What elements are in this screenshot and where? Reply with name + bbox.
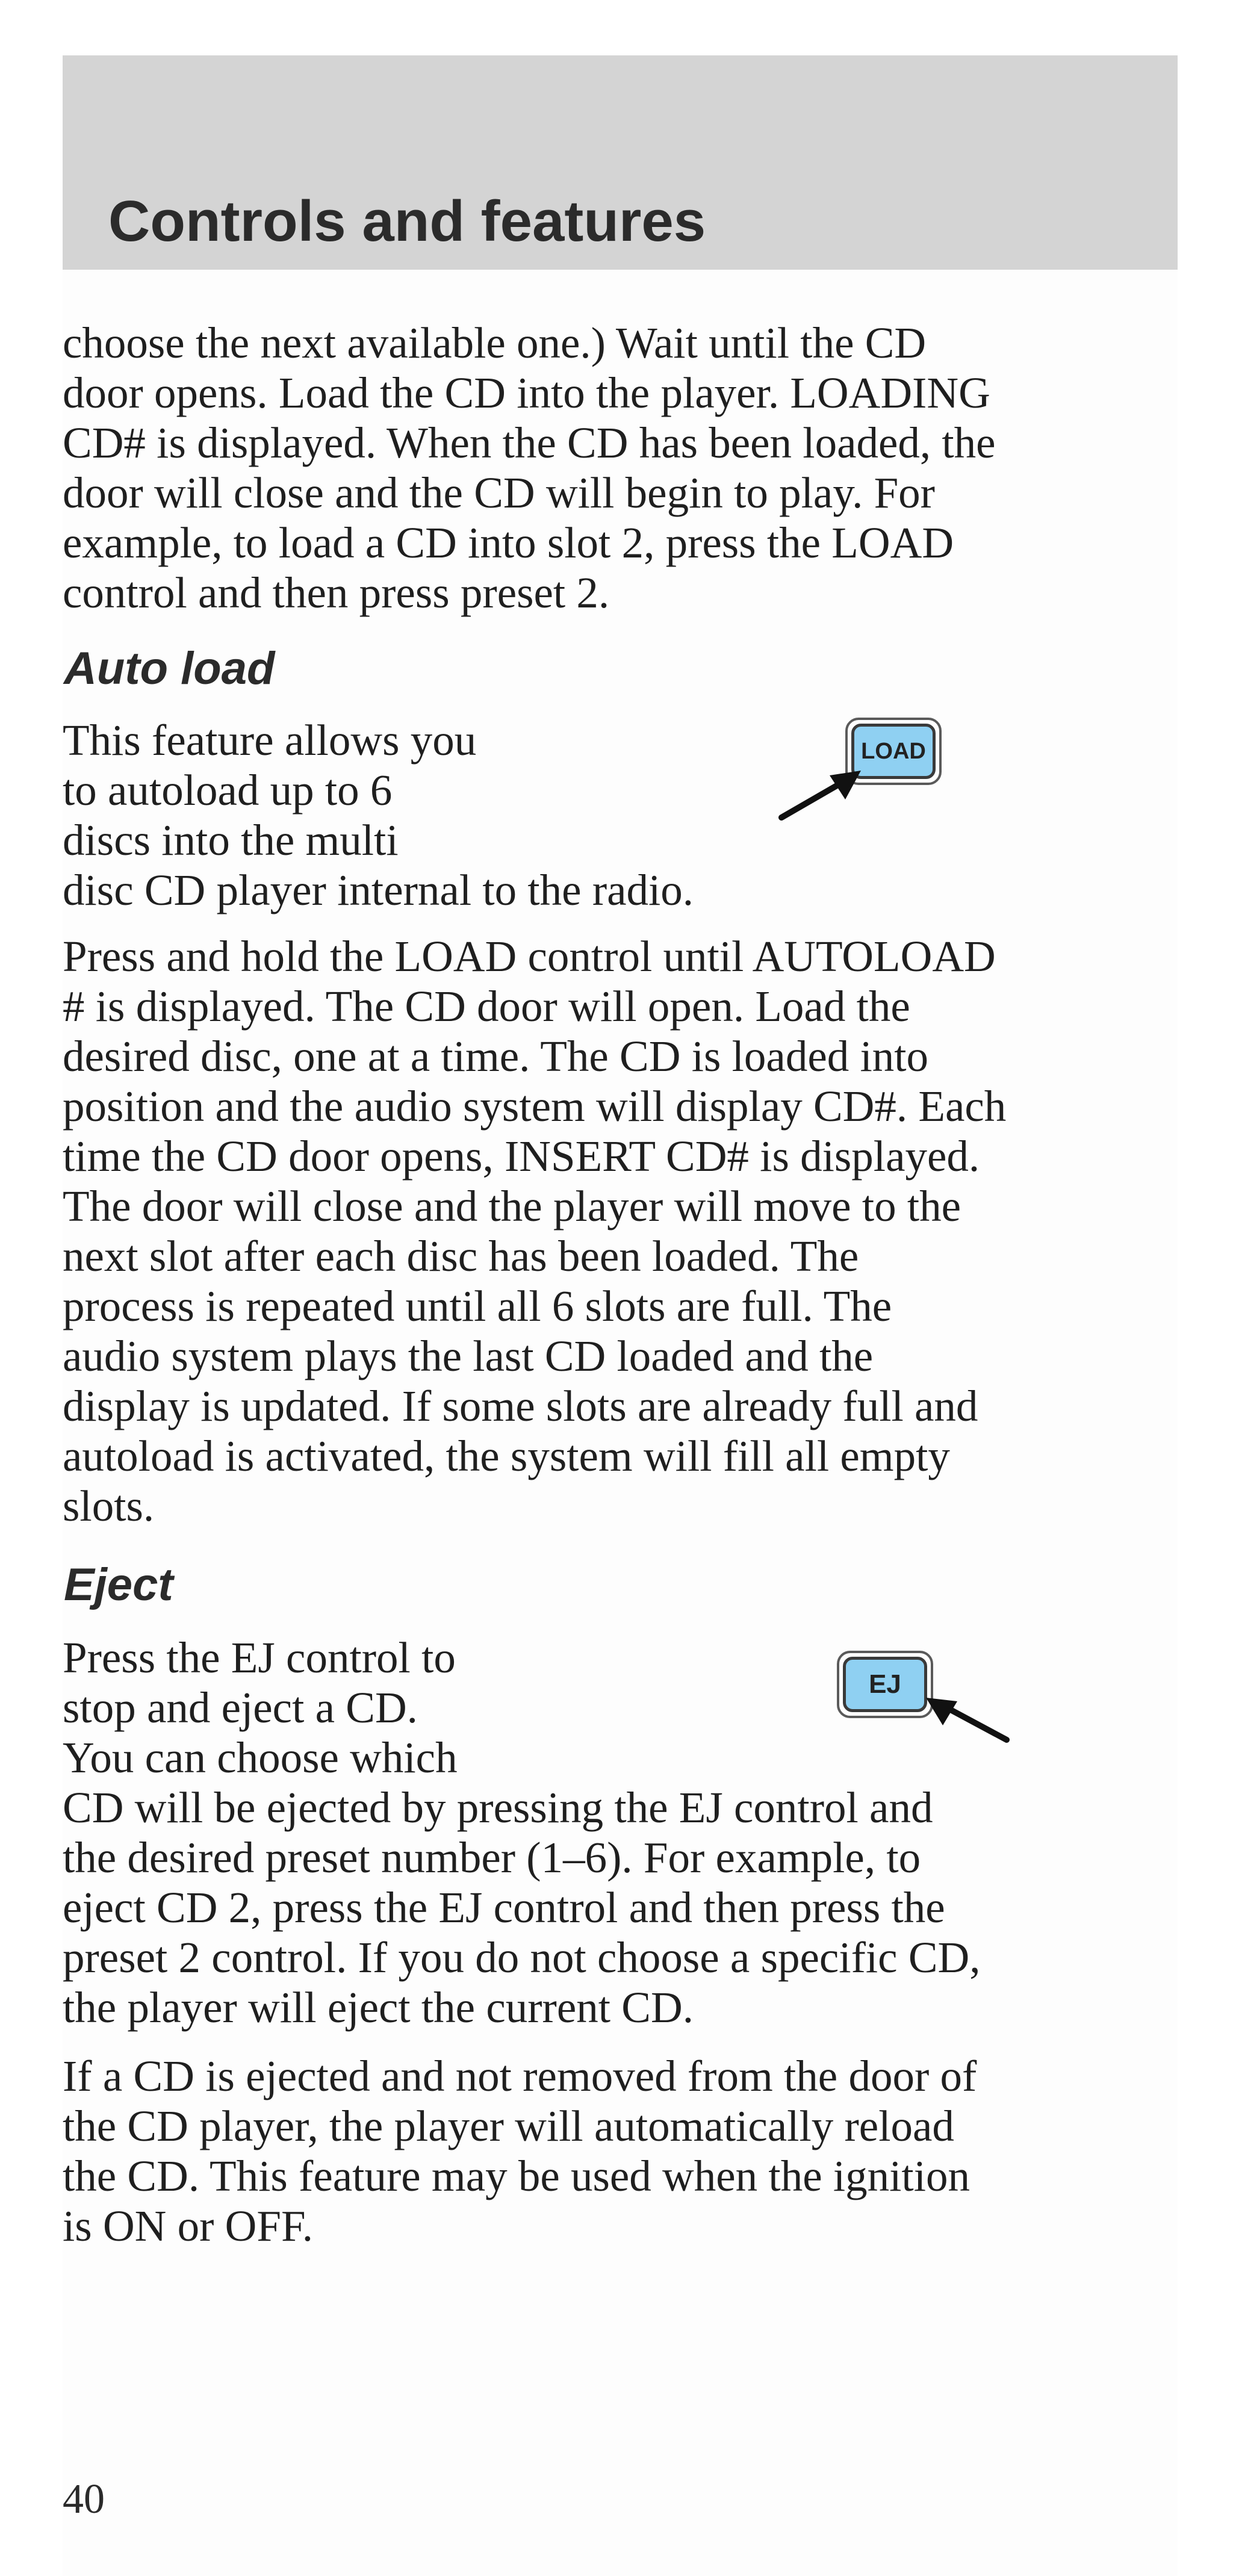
page-number: 40 [63,2476,105,2522]
auto-load-description: This feature allows you to autoload up to 6 discs into the multi disc CD player internal to the radio. [63,716,694,914]
page-title: Controls and features [108,189,706,253]
eject-button-icon [837,1651,933,1718]
eject-paragraph: If a CD is ejected and not removed from the door of the CD player, the player will automatically reload the CD. This feature may be used when the ignition is ON or OFF. [63,2052,977,2250]
eject-arrow-icon [921,1692,1011,1752]
auto-load-paragraph: Press and hold the LOAD control until AUTOLOAD # is displayed. The CD door will open. Load the desired disc, one at a time. The CD is loaded into position and the audio system will display CD#. Each time the CD door opens, INSERT CD# is displayed. The door will close and the player will move to the next slot after each disc has been loaded. The process is repeated until all 6 slots are full. The audio system plays the last CD loaded and the display is updated. If some slots are already full and autoload is activated, the system will fill all empty slots. [63,932,1007,1530]
load-arrow-icon [777,765,867,825]
auto-load-heading: Auto load [64,643,275,694]
eject-button-label: EJ [843,1657,927,1712]
load-button-label: LOAD [851,724,936,779]
eject-heading: Eject [64,1559,173,1610]
intro-paragraph: choose the next available one.) Wait until the CD door opens. Load the CD into the player. LOADING CD# is displayed. When the CD has been loaded, the door will close and the CD will begin to play. For example, to load a CD into slot 2, press the LOAD control and then press preset 2. [63,318,996,617]
eject-description: Press the EJ control to stop and eject a CD. You can choose which CD will be ejected by pressing the EJ control and the desired preset number (1–6). For example, to eject CD 2, press the EJ control and then press the preset 2 control. If you do not choose a specific CD, the player will eject the current CD. [63,1633,981,2032]
